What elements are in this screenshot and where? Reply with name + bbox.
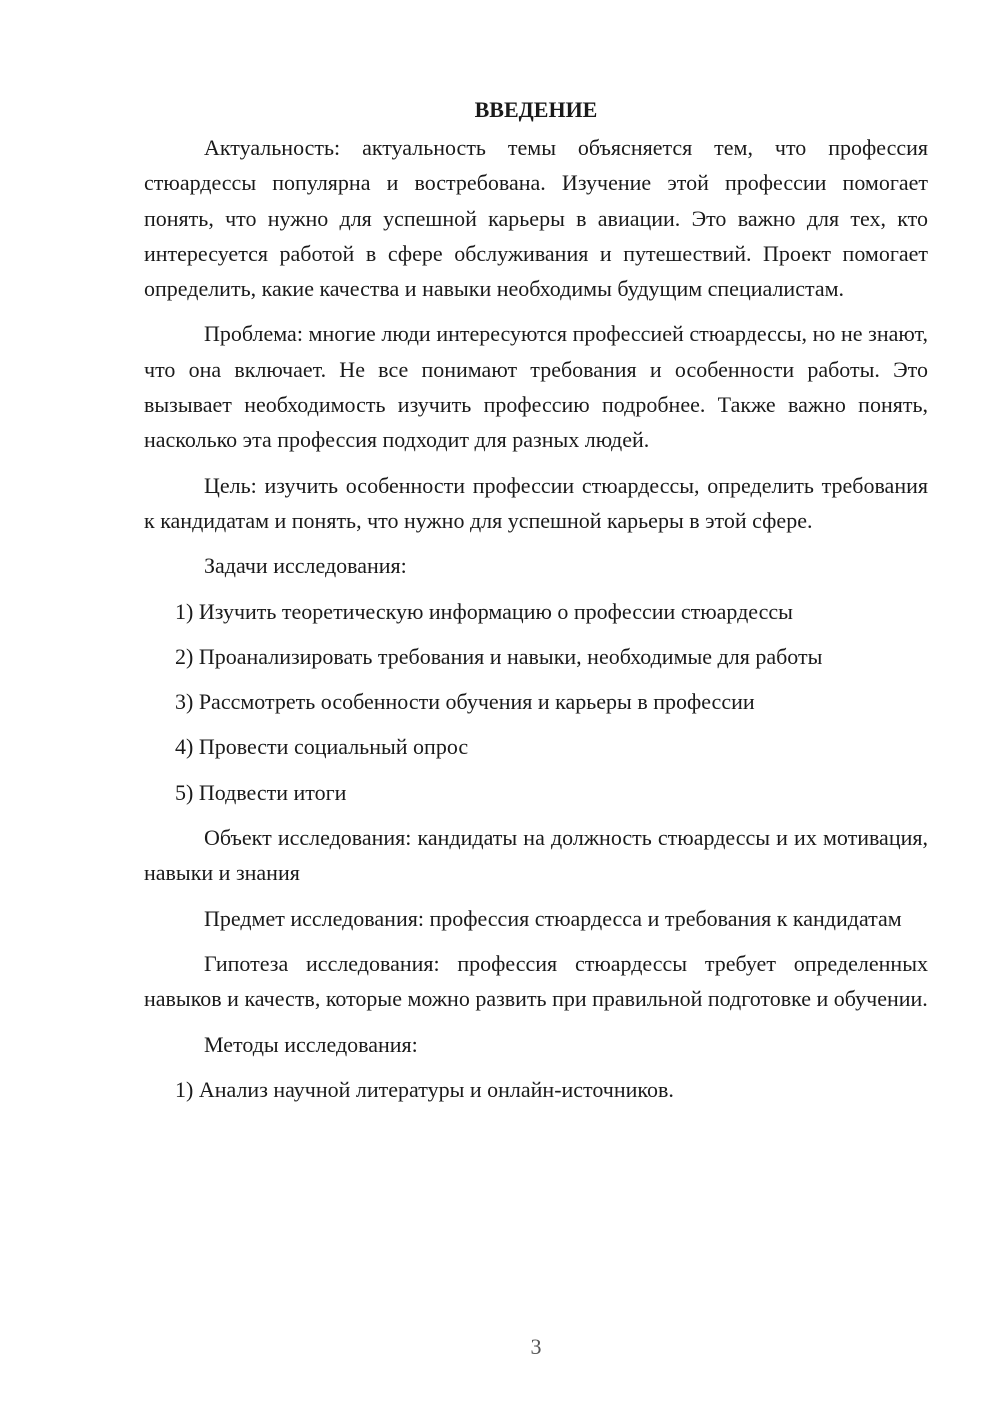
page-title: ВВЕДЕНИЕ [474,97,598,122]
goal-paragraph: Цель: изучить особенности профессии стюардессы, определить требования к кандидатам и понять, что нужно для успешной карьеры в этой сфере. [144,472,928,533]
hypothesis-paragraph: Гипотеза исследования: профессия стюардессы требует определенных навыков и качеств, которые можно развить при правильной подготовке и обучении. [144,950,928,1012]
task-item: 2) Проанализировать требования и навыки, необходимые для работы [175,643,823,669]
object-paragraph: Объект исследования: кандидаты на должность стюардессы и их мотивация, навыки и знания [144,825,928,886]
tasks-heading: Задачи исследования: [204,553,407,579]
method-item: 1) Анализ научной литературы и онлайн-источников. [175,1076,674,1102]
page-number: 3 [530,1334,542,1359]
document-page [144,92,928,1117]
problem-paragraph: Проблема: многие люди интересуются профессией стюардессы, но не знают, что она включает. Не все понимают требования и особенности работы. Это вызывает необходимость изучить профессию подробнее. Также важно понять, насколько эта профессия подходит для разных людей. [144,321,928,453]
task-item: 4) Провести социальный опрос [175,734,469,760]
tasks-list [144,594,928,810]
methods-list [144,1072,928,1107]
task-item: 1) Изучить теоретическую информацию о профессии стюардессы [175,598,793,624]
relevance-paragraph: Актуальность: актуальность темы объясняется тем, что профессия стюардессы популярна и востребована. Изучение этой профессии помогает понять, что нужно для успешной карьеры в авиации. Это важно для тех, кто интересуется работой в сфере обслуживания и путешествий. Проект помогает определить, какие качества и навыки необходимы будущим специалистам. [144,135,928,302]
task-item: 3) Рассмотреть особенности обучения и карьеры в профессии [175,689,755,715]
subject-paragraph: Предмет исследования: профессия стюардесса и требования к кандидатам [204,905,902,931]
methods-heading: Методы исследования: [204,1031,418,1057]
task-item: 5) Подвести итоги [175,779,347,805]
